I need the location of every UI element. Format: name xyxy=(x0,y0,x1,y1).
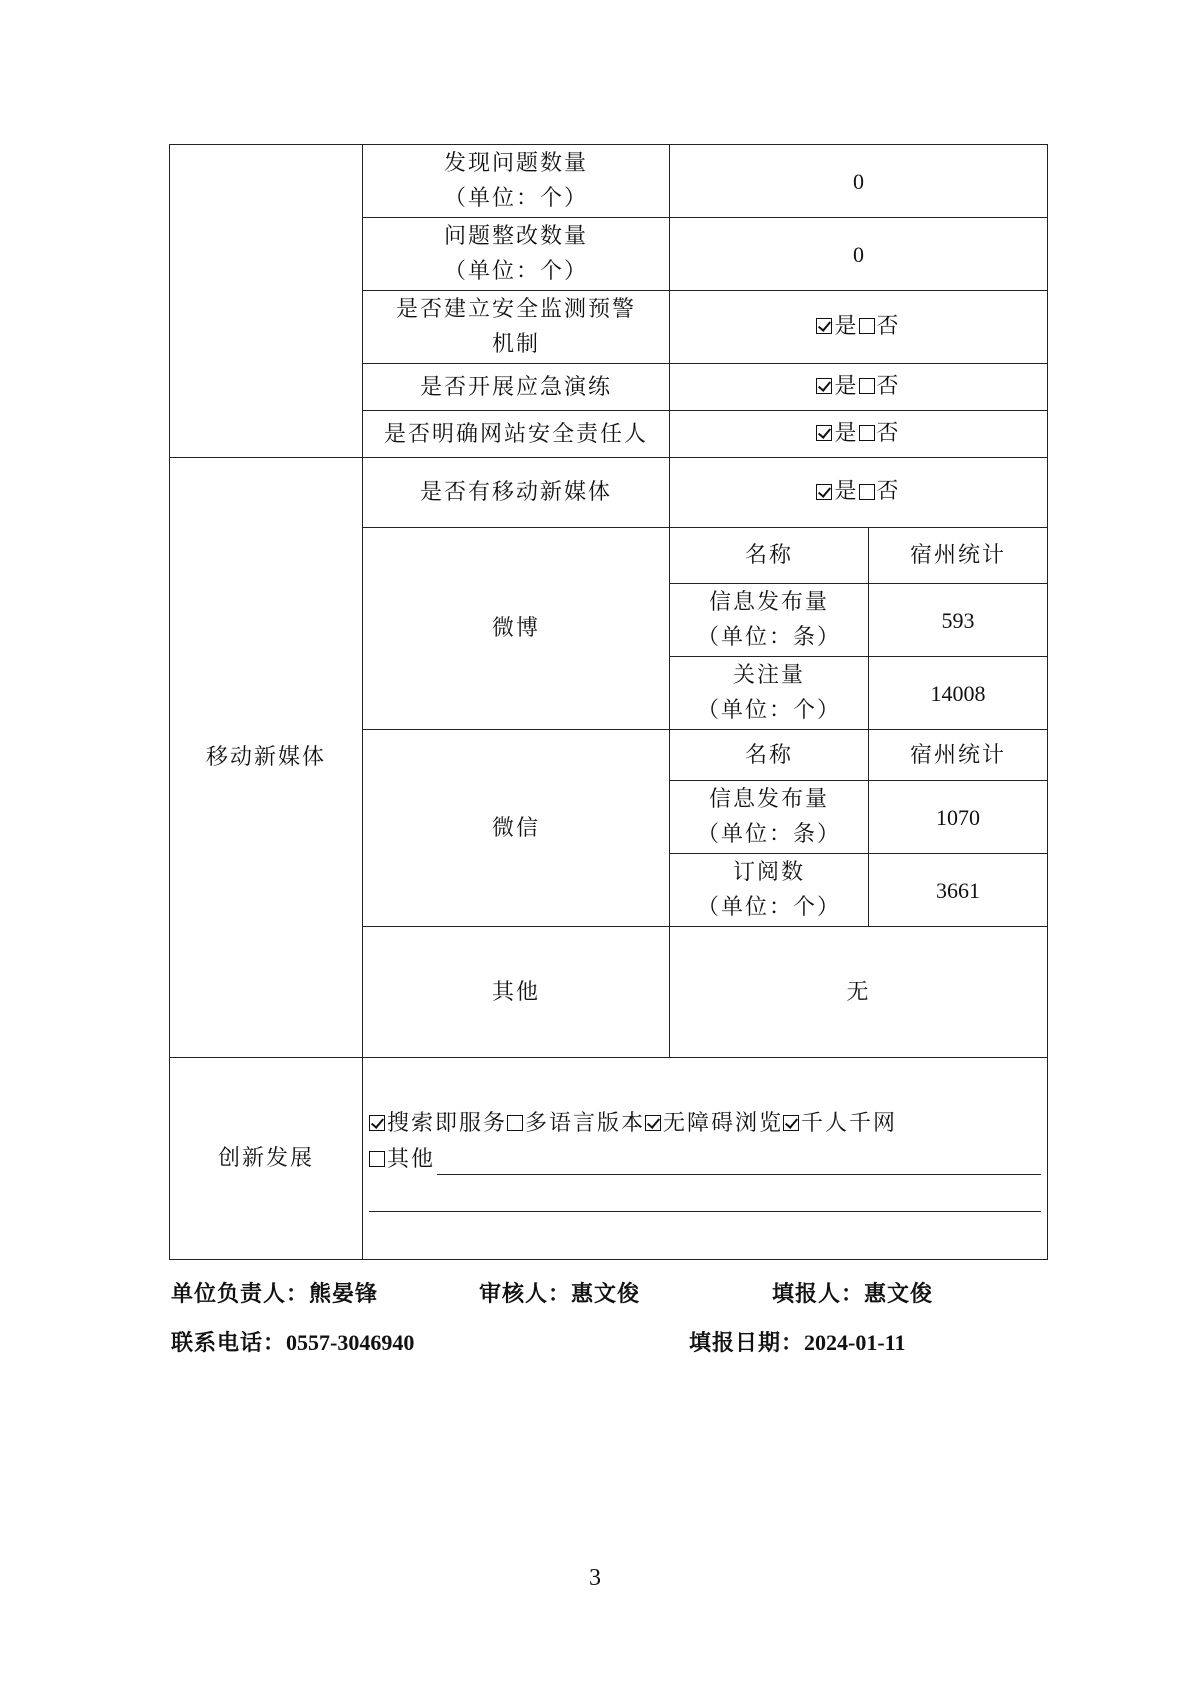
checked-box-icon[interactable] xyxy=(369,1115,385,1131)
report-table xyxy=(169,144,1048,1260)
weibo-posts-label: 信息发布量 （单位：条） xyxy=(670,584,869,657)
wechat-name-label: 名称 xyxy=(670,730,869,781)
filler: 填报人：惠文俊 xyxy=(772,1281,934,1307)
monitoring-choice: 是 否 xyxy=(670,291,1048,364)
checked-box-icon[interactable] xyxy=(816,378,832,394)
table-row xyxy=(170,458,1048,528)
wechat-subs-label: 订阅数 （单位：个） xyxy=(670,854,869,927)
weibo-posts-value: 593 xyxy=(869,584,1048,657)
weibo-label: 微博 xyxy=(363,528,670,730)
option-other-label: 其他 xyxy=(387,1146,436,1172)
fill-date: 填报日期：2024-01-11 xyxy=(689,1330,906,1356)
checked-box-icon[interactable] xyxy=(783,1115,799,1131)
has-media-label: 是否有移动新媒体 xyxy=(363,458,670,528)
responsible-choice: 是 否 xyxy=(670,411,1048,458)
monitoring-label: 是否建立安全监测预警 机制 xyxy=(363,291,670,364)
checked-box-icon[interactable] xyxy=(816,484,832,500)
weibo-followers-label: 关注量 （单位：个） xyxy=(670,657,869,730)
weibo-followers-value: 14008 xyxy=(869,657,1048,730)
contact-phone: 联系电话：0557-3046940 xyxy=(171,1330,415,1356)
option-multilingual: 多语言版本 xyxy=(525,1110,646,1136)
weibo-name-label: 名称 xyxy=(670,528,869,584)
fixed-issues-label: 问题整改数量 （单位：个） xyxy=(363,218,670,291)
wechat-label: 微信 xyxy=(363,730,670,927)
wechat-name-value: 宿州统计 xyxy=(869,730,1048,781)
wechat-subs-value: 3661 xyxy=(869,854,1048,927)
table-row xyxy=(170,1058,1048,1260)
option-personalized: 千人千网 xyxy=(801,1110,898,1136)
drill-choice: 是 否 xyxy=(670,364,1048,411)
other-media-label: 其他 xyxy=(363,927,670,1058)
innovation-checklist xyxy=(369,1105,1041,1141)
innovation-other-line xyxy=(369,1141,1041,1177)
unchecked-box-icon[interactable] xyxy=(859,425,875,441)
blank-fill-line[interactable] xyxy=(369,1177,1041,1212)
found-issues-label: 发现问题数量 （单位：个） xyxy=(363,145,670,218)
other-fill-line[interactable] xyxy=(437,1144,1041,1175)
page-number: 3 xyxy=(589,1565,601,1591)
security-section-cell xyxy=(170,145,363,458)
wechat-posts-label: 信息发布量 （单位：条） xyxy=(670,781,869,854)
other-media-value: 无 xyxy=(670,927,1048,1058)
found-issues-value: 0 xyxy=(670,145,1048,218)
option-accessibility: 无障碍浏览 xyxy=(663,1110,784,1136)
wechat-posts-value: 1070 xyxy=(869,781,1048,854)
reviewer: 审核人：惠文俊 xyxy=(479,1281,641,1307)
checked-box-icon[interactable] xyxy=(816,318,832,334)
innovation-section-label: 创新发展 xyxy=(170,1058,363,1260)
unchecked-box-icon[interactable] xyxy=(859,378,875,394)
unit-head: 单位负责人：熊晏锋 xyxy=(171,1281,379,1307)
checked-box-icon[interactable] xyxy=(816,425,832,441)
checked-box-icon[interactable] xyxy=(645,1115,661,1131)
unchecked-box-icon[interactable] xyxy=(507,1115,523,1131)
innovation-options xyxy=(363,1058,1048,1260)
weibo-name-value: 宿州统计 xyxy=(869,528,1048,584)
unchecked-box-icon[interactable] xyxy=(859,484,875,500)
fixed-issues-value: 0 xyxy=(670,218,1048,291)
option-search-service: 搜索即服务 xyxy=(387,1110,508,1136)
has-media-choice: 是 否 xyxy=(670,458,1048,528)
unchecked-box-icon[interactable] xyxy=(859,318,875,334)
responsible-label: 是否明确网站安全责任人 xyxy=(363,411,670,458)
table-row xyxy=(170,145,1048,218)
mobile-section-label: 移动新媒体 xyxy=(170,458,363,1058)
drill-label: 是否开展应急演练 xyxy=(363,364,670,411)
unchecked-box-icon[interactable] xyxy=(369,1151,385,1167)
